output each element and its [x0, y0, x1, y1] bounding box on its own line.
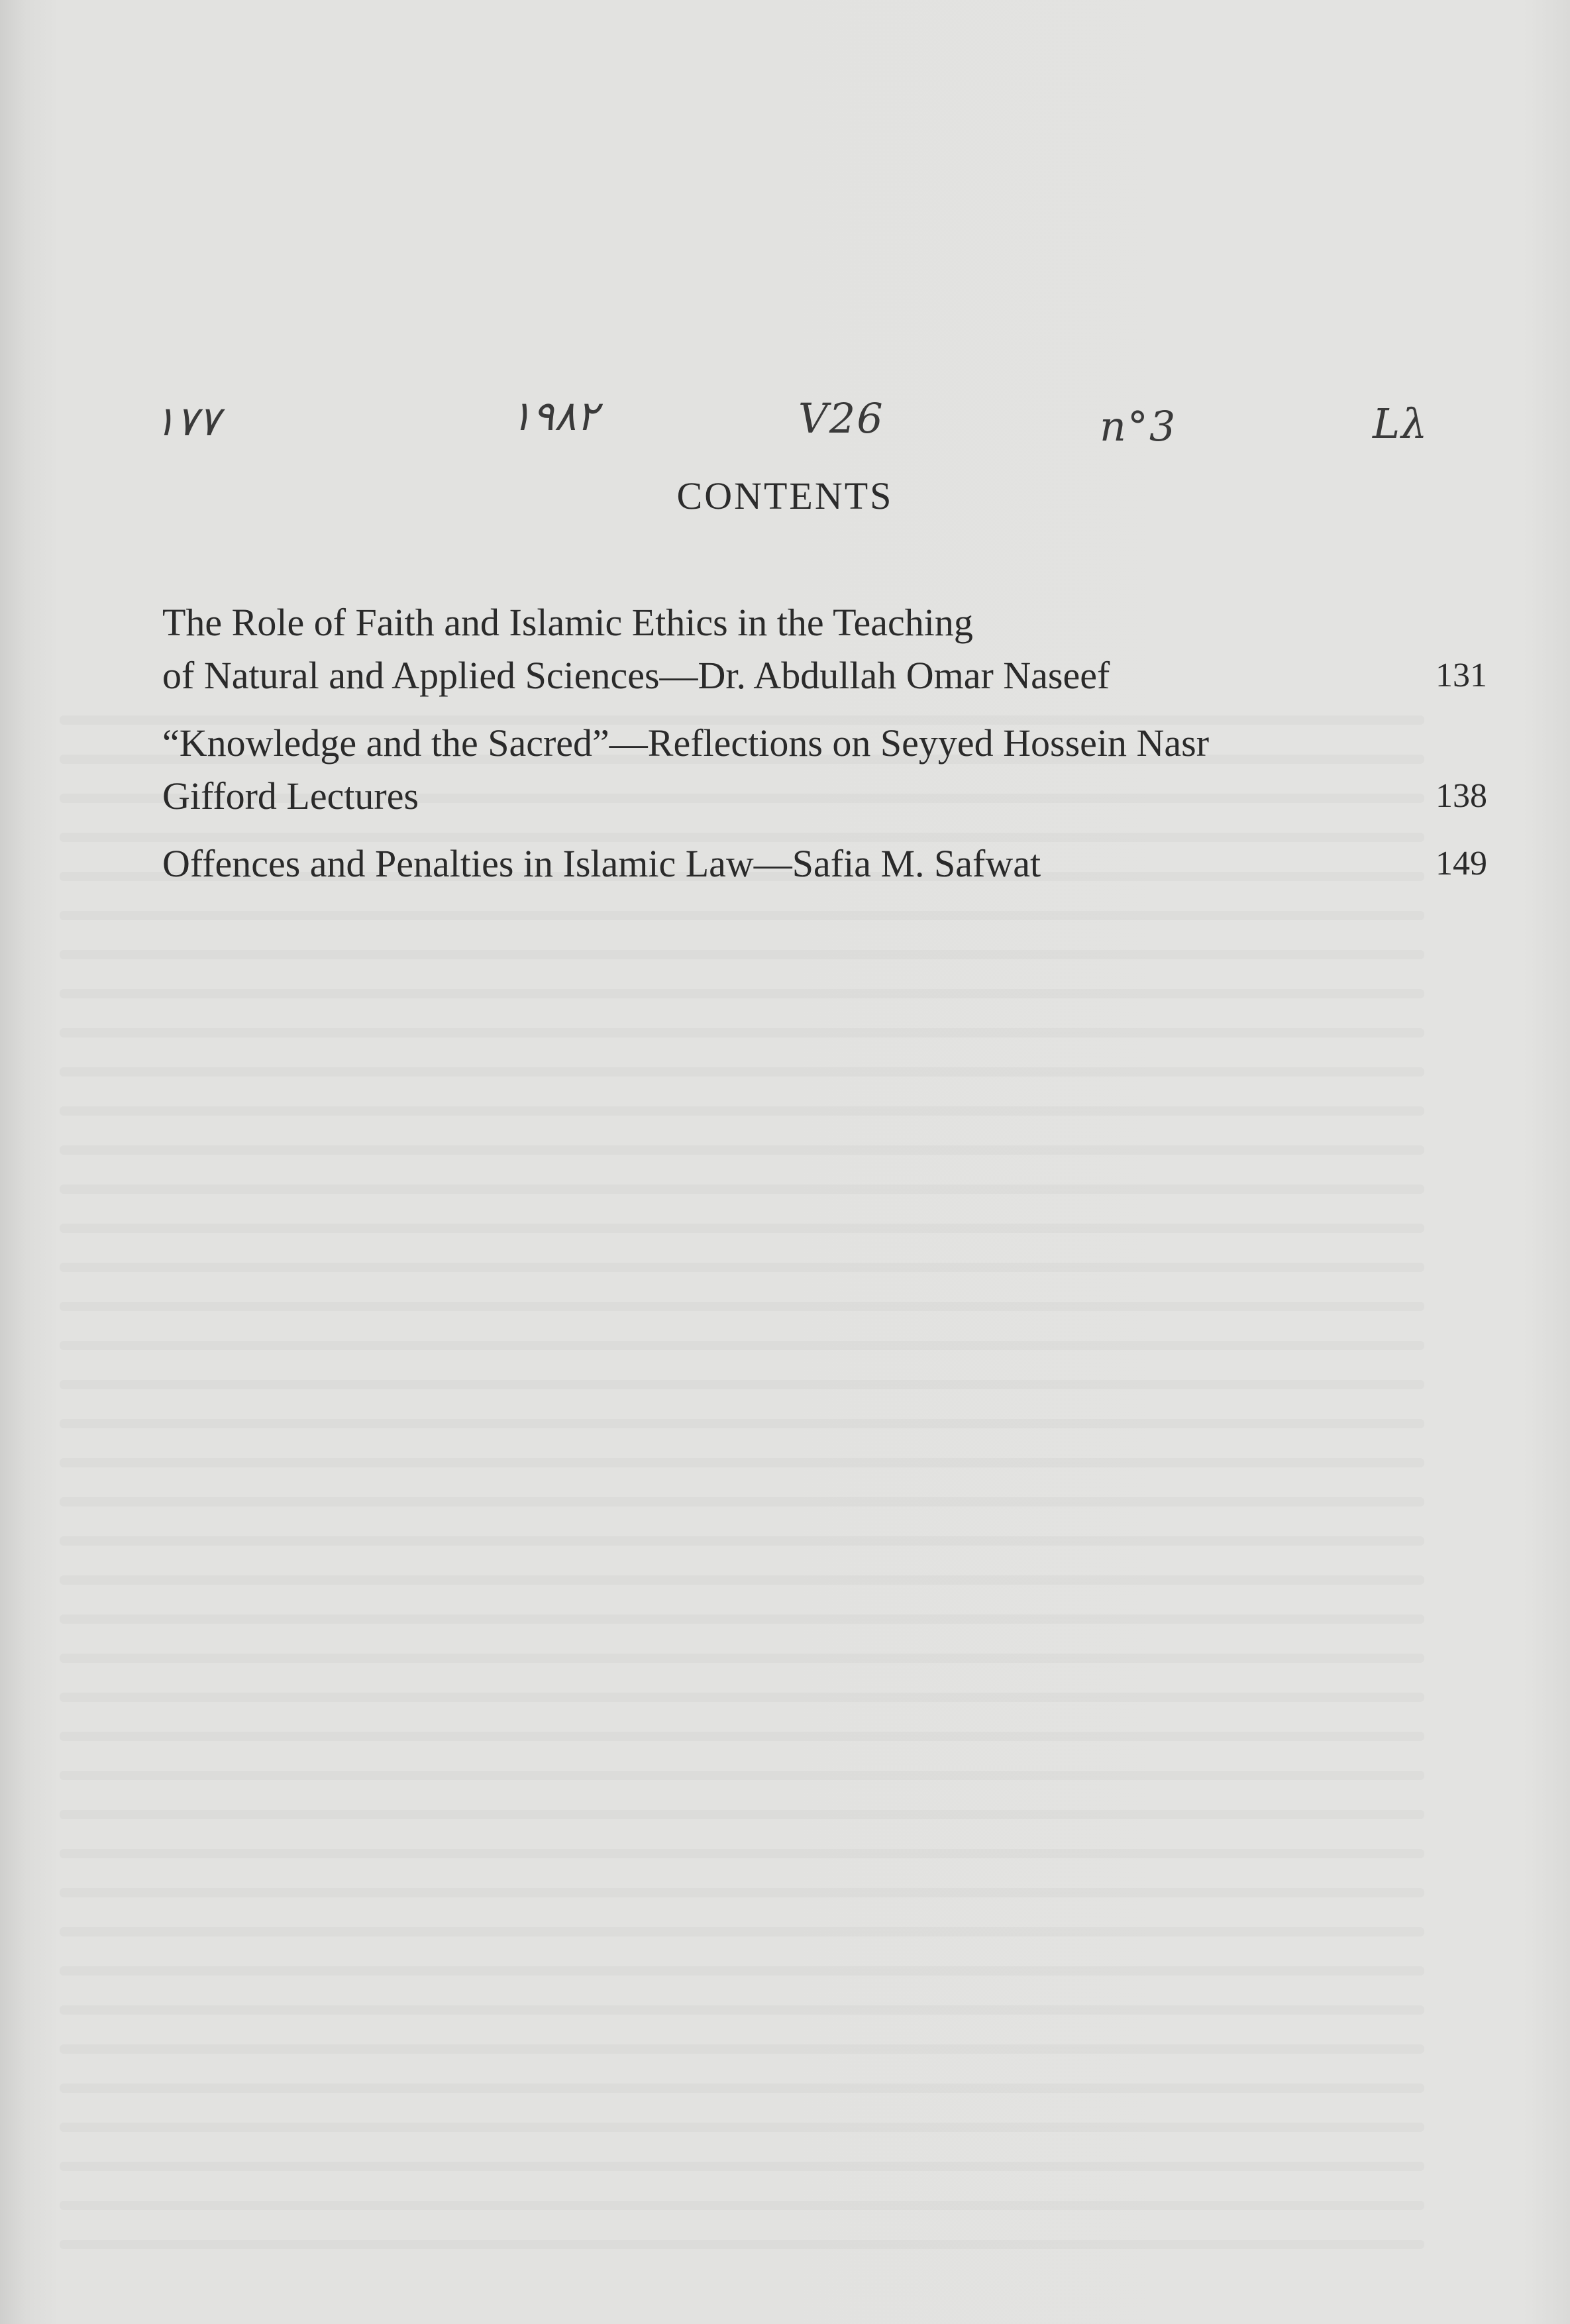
toc-entry[interactable] [162, 717, 1487, 823]
toc-entry[interactable] [162, 596, 1487, 702]
handwritten-note: V26 [798, 394, 884, 443]
toc-entry-title-line: “Knowledge and the Sacred”—Reflections on Seyyed Hossein Nasr [162, 721, 1210, 765]
toc-entry-title-line: of Natural and Applied Sciences—Dr. Abdullah Omar Naseef [162, 654, 1110, 697]
toc-entry-title-line: The Role of Faith and Islamic Ethics in the Teaching [162, 601, 973, 644]
handwritten-note: ١٧٧ [154, 397, 220, 445]
toc-entry[interactable] [162, 837, 1487, 890]
handwritten-note: ١٩٨٢ [510, 392, 599, 440]
toc-page-number: 149 [1436, 845, 1487, 882]
toc-page-number: 138 [1436, 777, 1487, 815]
toc-entry-title-line: Gifford Lectures [162, 774, 419, 818]
handwritten-note: n°3 [1100, 402, 1177, 450]
handwritten-note: Lλ [1373, 399, 1429, 448]
toc-entry-title-line: Offences and Penalties in Islamic Law—Safia M. Safwat [162, 842, 1041, 885]
contents-heading: CONTENTS [676, 474, 894, 517]
toc-page-number: 131 [1436, 657, 1487, 694]
handwritten-annotation [0, 388, 1570, 460]
table-of-contents [162, 596, 1487, 905]
show-through-text-lines [60, 715, 1424, 2249]
